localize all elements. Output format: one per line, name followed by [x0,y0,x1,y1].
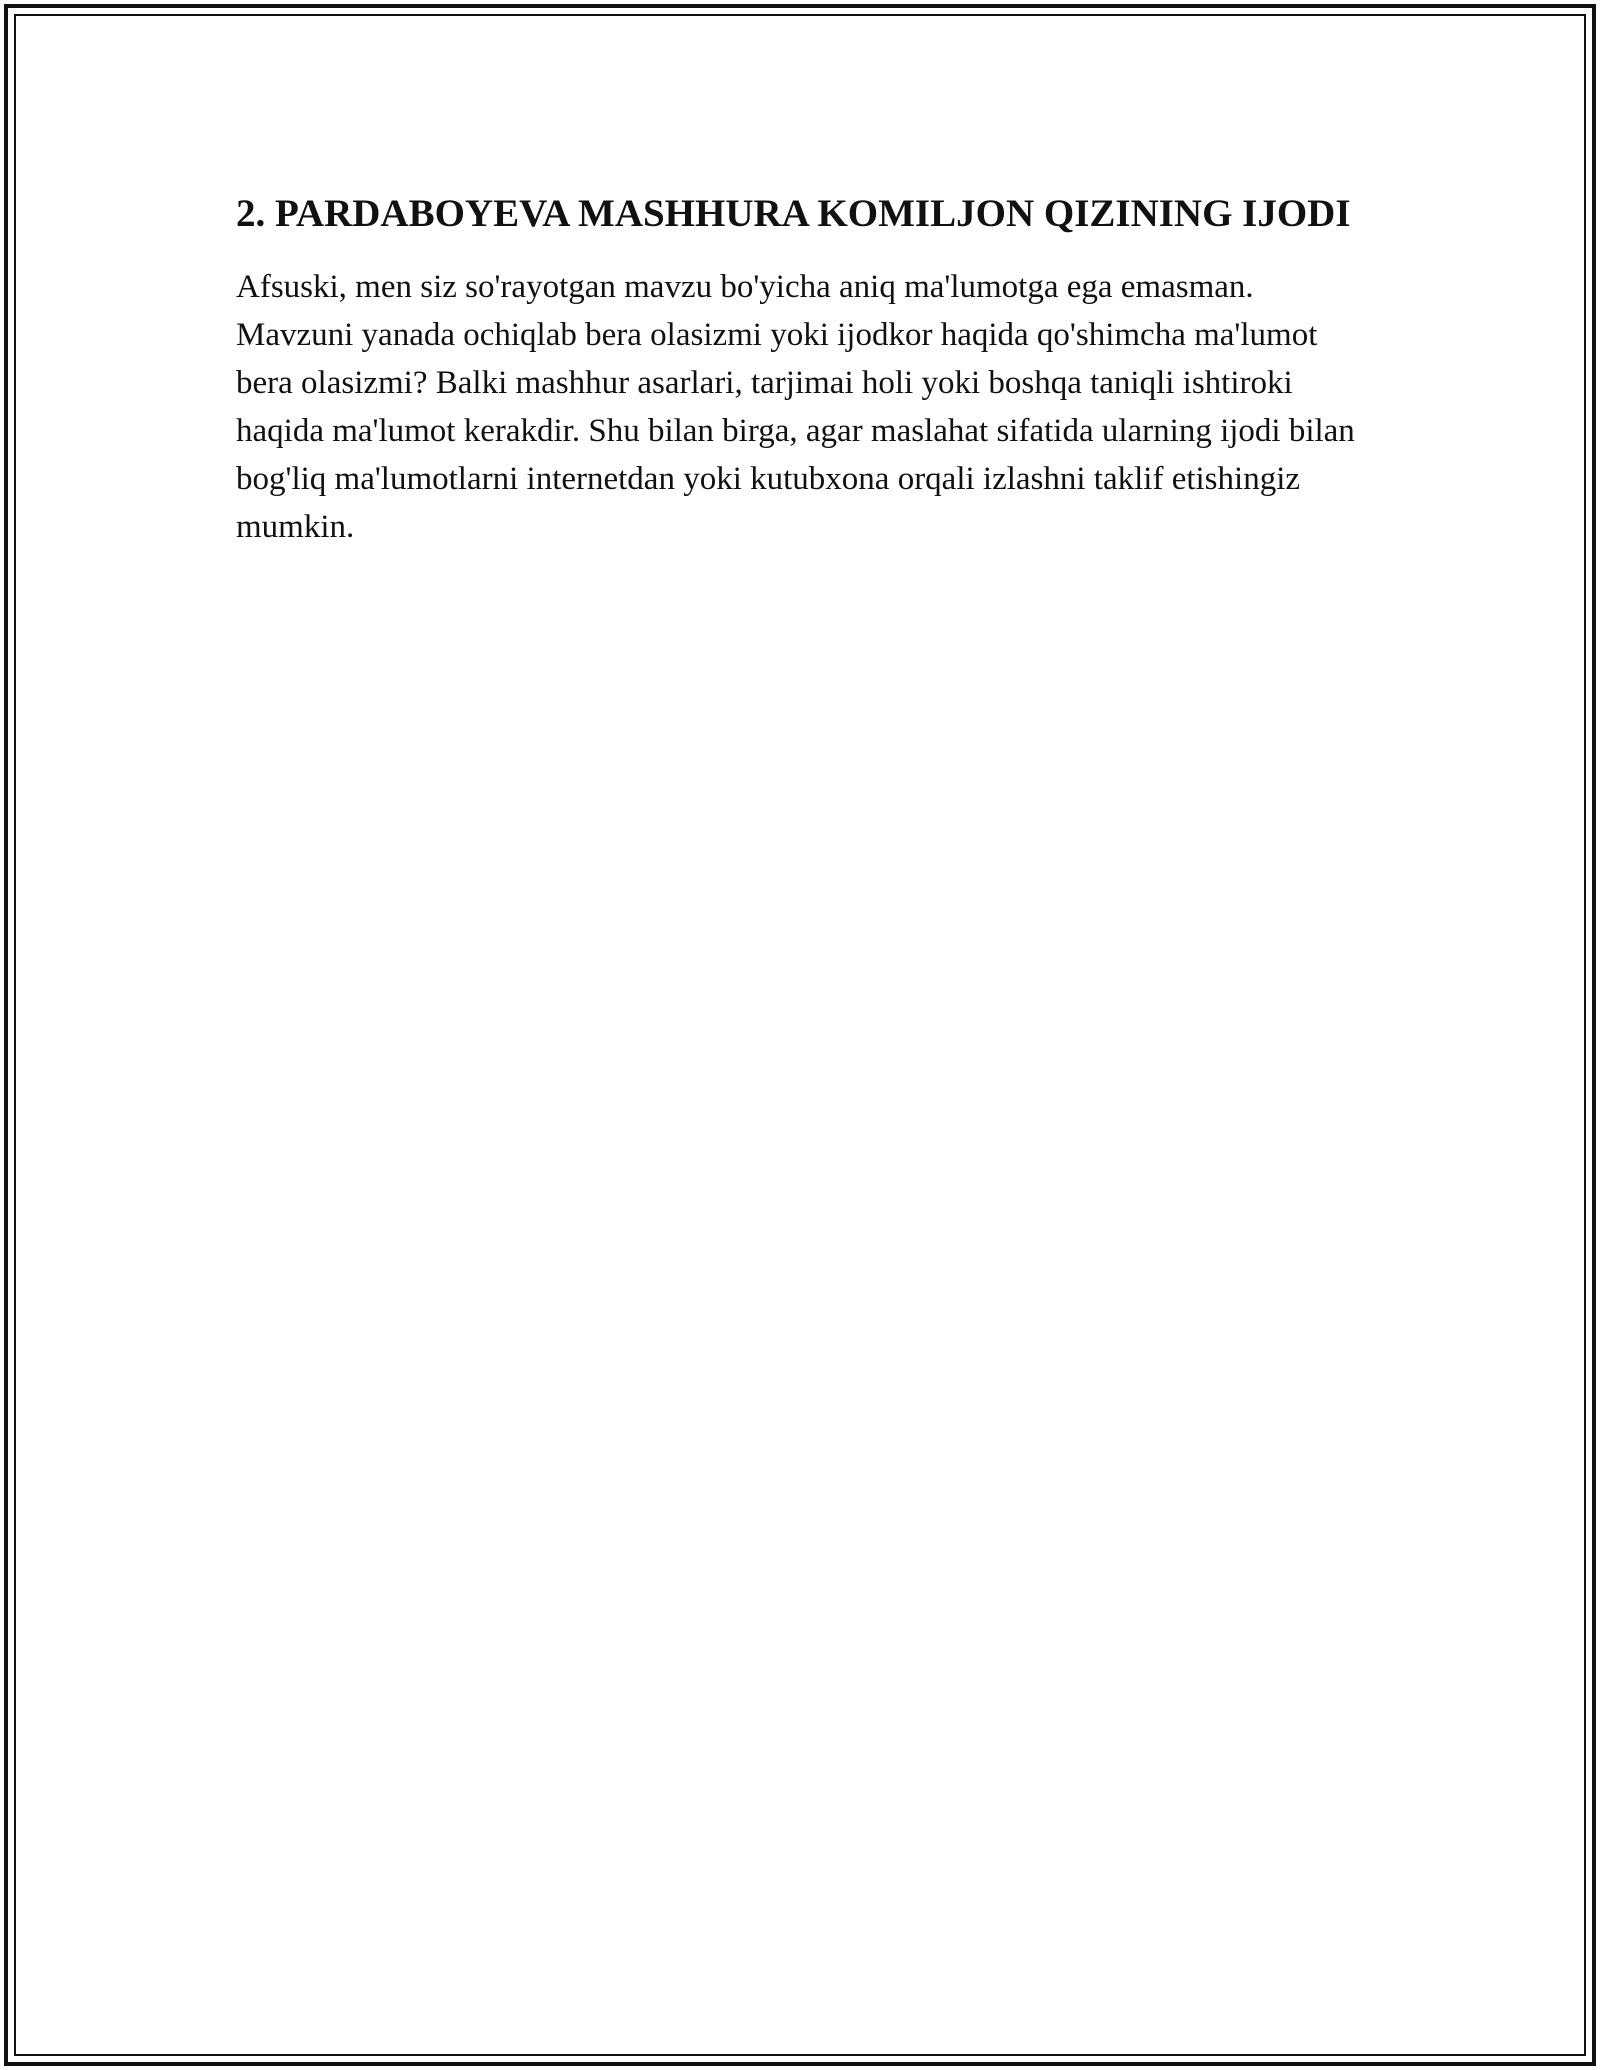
body-paragraph: Afsuski, men siz so'rayotgan mavzu bo'yicha aniq ma'lumotga ega emasman. Mavzuni yanada ochiqlab bera olasizmi yoki ijodkor haqida qo'shimcha ma'lumot bera olasizmi? Balki mashhur asarlari, tarjimai holi yoki boshqa taniqli ishtiroki haqida ma'lumot kerakdir. Shu bilan birga, agar maslahat sifatida ularning ijodi bilan bog'liq ma'lumotlarni internetdan yoki kutubxona orqali izlashni taklif etishingiz mumkin. [236,269,1355,545]
section-title: 2. PARDABOYEVA MASHHURA KOMILJON QIZINING IJODI [236,192,1351,235]
document-content [236,186,1376,551]
